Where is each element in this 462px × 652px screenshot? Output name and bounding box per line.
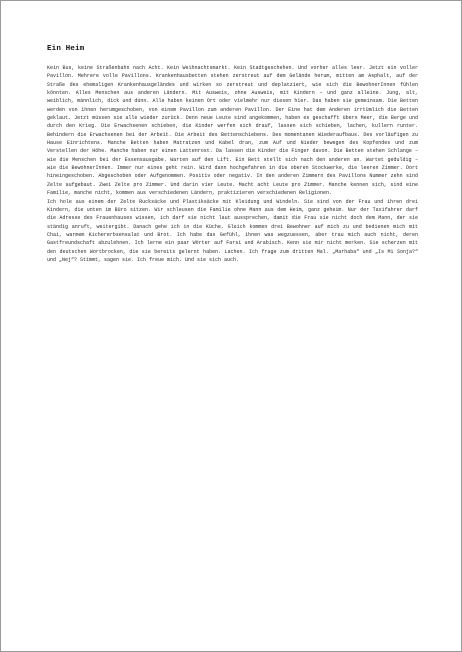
paragraph: Ich hole aus einem der Zelte Rucksäcke und Plastiksäcke mit Kleidung und Windeln. Sie sind von der Frau und ihren drei Kindern, die unten im Büro sitzen. Wir schleusen die Familie ohne Mann aus dem Heim, ganz geheim. Nur der Taxifahrer darf die Adresse des Frauenhauses wissen, ich darf sie nicht laut aussprechen, damit die Frau sie nicht doch dem Mann, der sie ständig anruft, weitergibt. Danach gehe ich in die Küche. Gleich kommen drei Bewohner auf mich zu und bedienen mich mit Chai, warmem Kichererbsensalat und Brot. Ich habe das Gefühl, ihnen was wegzuessen, aber trau mich auch nicht, deren Gastfreundschaft abzulehnen. Ich lerne ein paar Wörter auf Farsi und Arabisch. Kenn sie mir nicht merken. Sie scherzen mit den deutschen Wortbrocken, die sie bereits gelernt haben. Lachen. Ich frage zum dritten Mal. „Marhaba“ und „Is Mi Sonja?“ und „Nej“? Stimmt, sagen sie. Ich freue mich. Und sie sich auch. [47, 198, 418, 263]
document-body [47, 64, 418, 264]
document-title: Ein Heim [47, 45, 85, 53]
paragraph: Kein Bus, keine Straßenbahn nach Acht. Kein Weihnachtsmarkt. Kein Stadtgeschehen. Und vorher alles leer. Jetzt ein voller Pavillon. Mehrere volle Pavillons. Krankenhausbetten stehen zerstreut auf dem Gelände herum, mitten am Asphalt, auf der Straße des ehemaligen Krankenhausgeländes und wirken so zerstreut und deplatziert, wie sich die BewohnerInnen fühlen könnten. Alles Menschen aus anderen Ländern. Mit Ausweis, ohne Ausweis, mit Kindern – und ganz alleine. Jung, alt, weiblich, männlich, dick und dünn. Alle haben keinen Ort oder vielmehr nur diesen hier. Das haben sie gemeinsam. Die Betten werden von ihnen herumgeschoben, von einem Pavillon zum anderen Pavillon. Der Eine hat dem Anderen irrtümlich die Betten geklaut. Jetzt müssen sie alle wieder zurück. Denn neue Leute sind angekommen, haben es geschafft übers Meer, die Berge und durch den Krieg. Die Erwachsenen schieben, die Kinder werfen sich drauf, lassen sich schieben, lachen, kullern runter. Behindern die Erwachsenen bei der Arbeit. Die Arbeit des Bettenschiebens. Des momentanen Wiederaufbaus. Des vorläufigen zu Hause Einrichtens. Manche Betten haben Matratzen und Kabel dran, zum Auf und Nieder bewegen des Kopfendes und zum Verstellen der Höhe. Manche haben nur einen Lattenrost. Da lassen die Kinder die Finger davon. Die Betten stehen Schlange – wie die Menschen bei der Essensausgabe. Warten auf den Lift. Ein Bett stellt sich nach den anderen an. Wartet geduldig – wie die BewohnerInnen. Immer nur eines geht rein. Wird dann hochgefahren in die oberen Stockwerke, die leeren Zimmer. Dort hineingeschoben. Abgeschoben oder Aufgenommen. Positiv oder negativ. In den anderen Zimmern des Pavillons Nummer zehn sind Zelte aufgebaut. Zwei Zelte pro Zimmer. Und darin vier Leute. Macht acht Leute pro Zimmer. Manche kennen sich, sind eine Familie, manche nicht, kommen aus verschiedenen Ländern, praktizieren verschiedenen Religionen. [47, 65, 418, 197]
